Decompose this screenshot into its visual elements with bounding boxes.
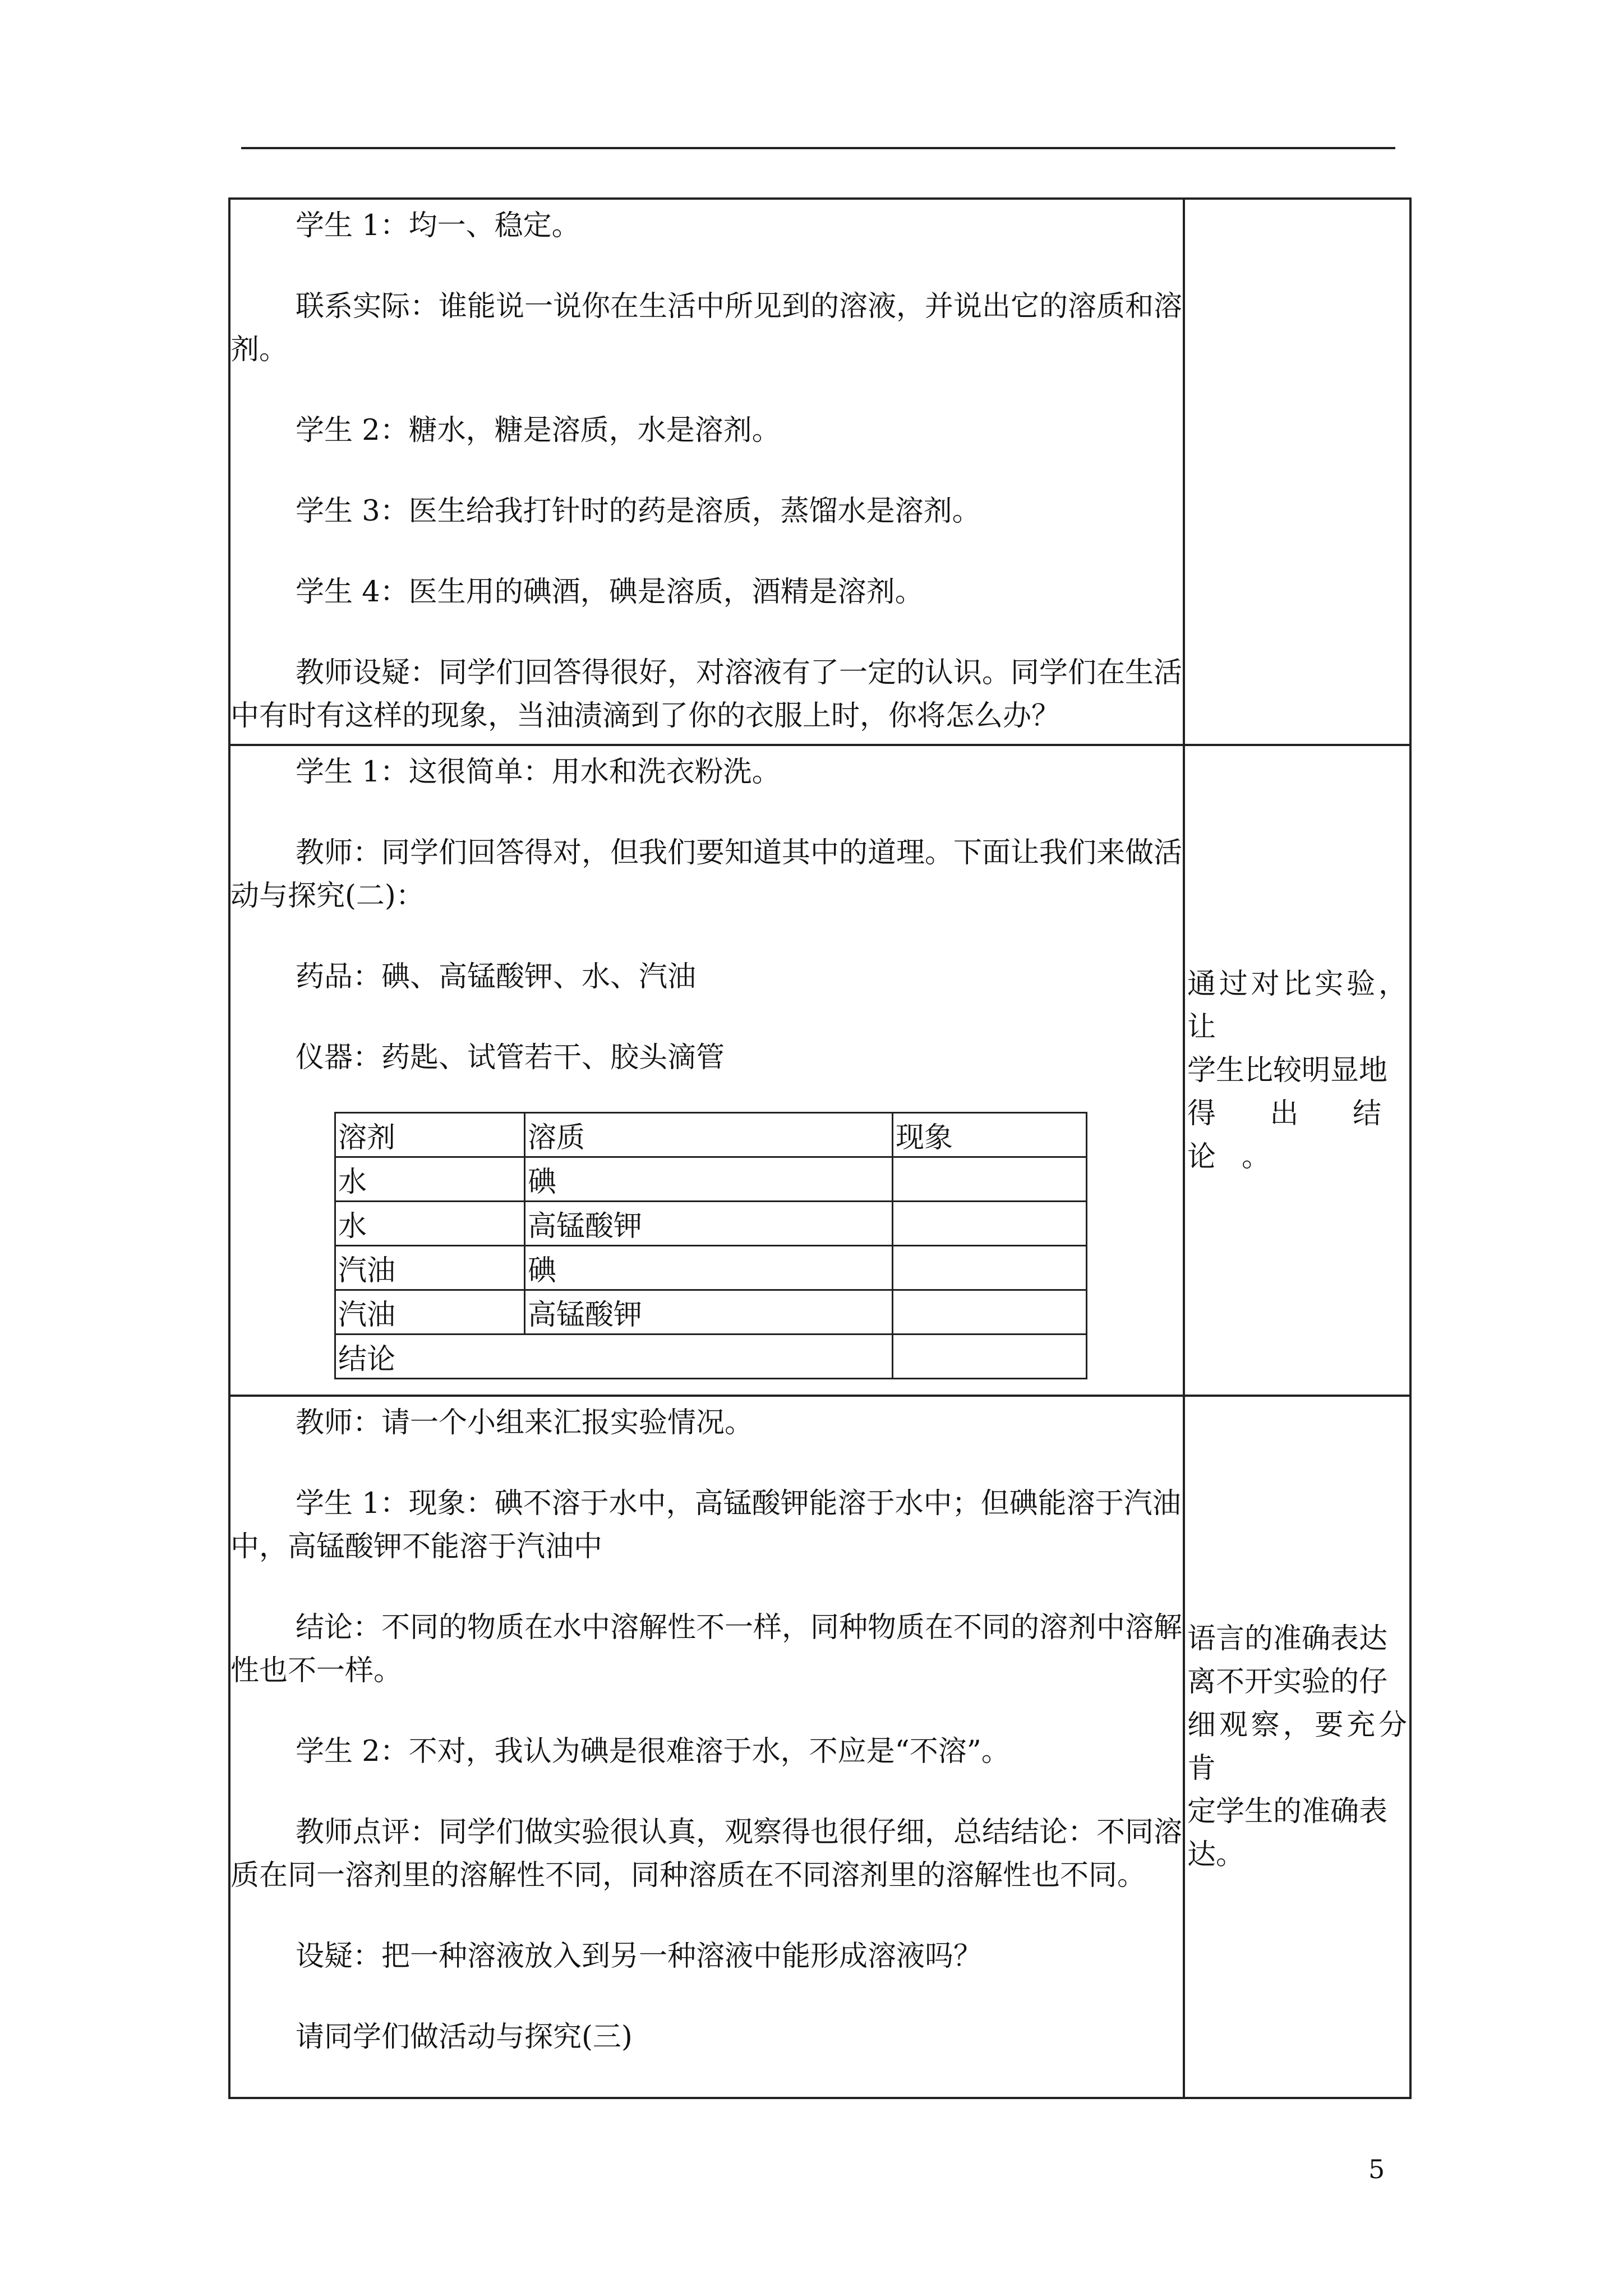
header-solute: 溶质 <box>525 1113 893 1157</box>
solvent-cell: 水 <box>335 1202 525 1246</box>
dialogue-cell <box>229 1396 1184 2098</box>
paragraph: 学生 3：医生给我打针时的药是溶质，蒸馏水是溶剂。 <box>296 495 981 528</box>
paragraph: 联系实际：谁能说一说你在生活中所见到的溶液，并说出它的溶质和溶剂。 <box>230 290 1183 366</box>
lesson-row <box>229 1396 1410 2098</box>
paragraph: 仪器：药匙、试管若干、胶头滴管 <box>296 1041 725 1074</box>
conclusion-label: 结论 <box>335 1335 893 1379</box>
design-note-line: 达。 <box>1187 1838 1245 1871</box>
design-note-cell <box>1184 745 1410 1396</box>
solute-cell: 碘 <box>525 1246 893 1290</box>
solvent-cell: 水 <box>335 1157 525 1202</box>
paragraph: 教师：同学们回答得对，但我们要知道其中的道理。下面让我们来做活动与探究(二)： <box>230 836 1183 913</box>
page-number: 5 <box>1368 2154 1385 2184</box>
phenomenon-cell <box>893 1246 1087 1290</box>
paragraph: 请同学们做活动与探究(三) <box>296 2021 633 2054</box>
paragraph: 学生 4：医生用的碘酒，碘是溶质，酒精是溶剂。 <box>296 576 924 609</box>
design-note-line: 细观察，要充分肯 <box>1187 1709 1407 1785</box>
experiment-header-row <box>335 1113 1087 1157</box>
paragraph: 学生 2：糖水，糖是溶质，水是溶剂。 <box>296 414 781 447</box>
paragraph: 教师：请一个小组来汇报实验情况。 <box>296 1406 754 1439</box>
lesson-table <box>228 197 1412 2099</box>
paragraph: 结论：不同的物质在水中溶解性不一样，同种物质在不同的溶剂中溶解性也不一样。 <box>230 1611 1183 1687</box>
experiment-row <box>335 1290 1087 1335</box>
dialogue-cell <box>229 745 1184 1396</box>
design-note-line: 离不开实验的仔 <box>1187 1665 1388 1699</box>
paragraph: 学生 2：不对，我认为碘是很难溶于水，不应是“不溶”。 <box>296 1735 1010 1768</box>
experiment-table <box>334 1112 1087 1379</box>
solvent-cell: 汽油 <box>335 1246 525 1290</box>
phenomenon-cell <box>893 1157 1087 1202</box>
solute-cell: 高锰酸钾 <box>525 1290 893 1335</box>
design-note-line: 得出结论。 <box>1187 1097 1407 1174</box>
paragraph: 学生 1：现象：碘不溶于水中，高锰酸钾能溶于水中；但碘能溶于汽油中，高锰酸钾不能溶于汽油中 <box>230 1487 1181 1563</box>
paragraph: 药品：碘、高锰酸钾、水、汽油 <box>296 960 697 993</box>
paragraph: 设疑：把一种溶液放入到另一种溶液中能形成溶液吗？ <box>296 1940 983 1973</box>
design-note-cell <box>1184 199 1410 745</box>
design-note-line: 定学生的准确表 <box>1187 1795 1388 1828</box>
solute-cell: 高锰酸钾 <box>525 1202 893 1246</box>
phenomenon-cell <box>893 1290 1087 1335</box>
solvent-cell: 汽油 <box>335 1290 525 1335</box>
paragraph: 学生 1：这很简单：用水和洗衣粉洗。 <box>296 756 781 789</box>
lesson-row <box>229 745 1410 1396</box>
phenomenon-cell <box>893 1202 1087 1246</box>
lesson-row <box>229 199 1410 745</box>
experiment-row <box>335 1202 1087 1246</box>
experiment-row <box>335 1246 1087 1290</box>
header-rule <box>241 147 1395 149</box>
header-phenomenon: 现象 <box>893 1113 1087 1157</box>
paragraph: 教师设疑：同学们回答得很好，对溶液有了一定的认识。同学们在生活中有时有这样的现象，当油渍滴到了你的衣服上时，你将怎么办？ <box>230 656 1183 733</box>
paragraph: 教师点评：同学们做实验很认真，观察得也很仔细，总结结论：不同溶质在同一溶剂里的溶解性不同，同种溶质在不同溶剂里的溶解性也不同。 <box>230 1816 1183 1892</box>
design-note-line: 通过对比实验，让 <box>1187 967 1407 1044</box>
conclusion-cell <box>893 1335 1087 1379</box>
design-note-line: 语言的准确表达 <box>1187 1622 1388 1655</box>
solute-cell: 碘 <box>525 1157 893 1202</box>
conclusion-row <box>335 1335 1087 1379</box>
paragraph: 学生 1：均一、稳定。 <box>296 209 580 242</box>
dialogue-cell <box>229 199 1184 745</box>
header-solvent: 溶剂 <box>335 1113 525 1157</box>
design-note-line: 学生比较明显地 <box>1187 1053 1388 1087</box>
design-note-cell <box>1184 1396 1410 2098</box>
experiment-row <box>335 1157 1087 1202</box>
